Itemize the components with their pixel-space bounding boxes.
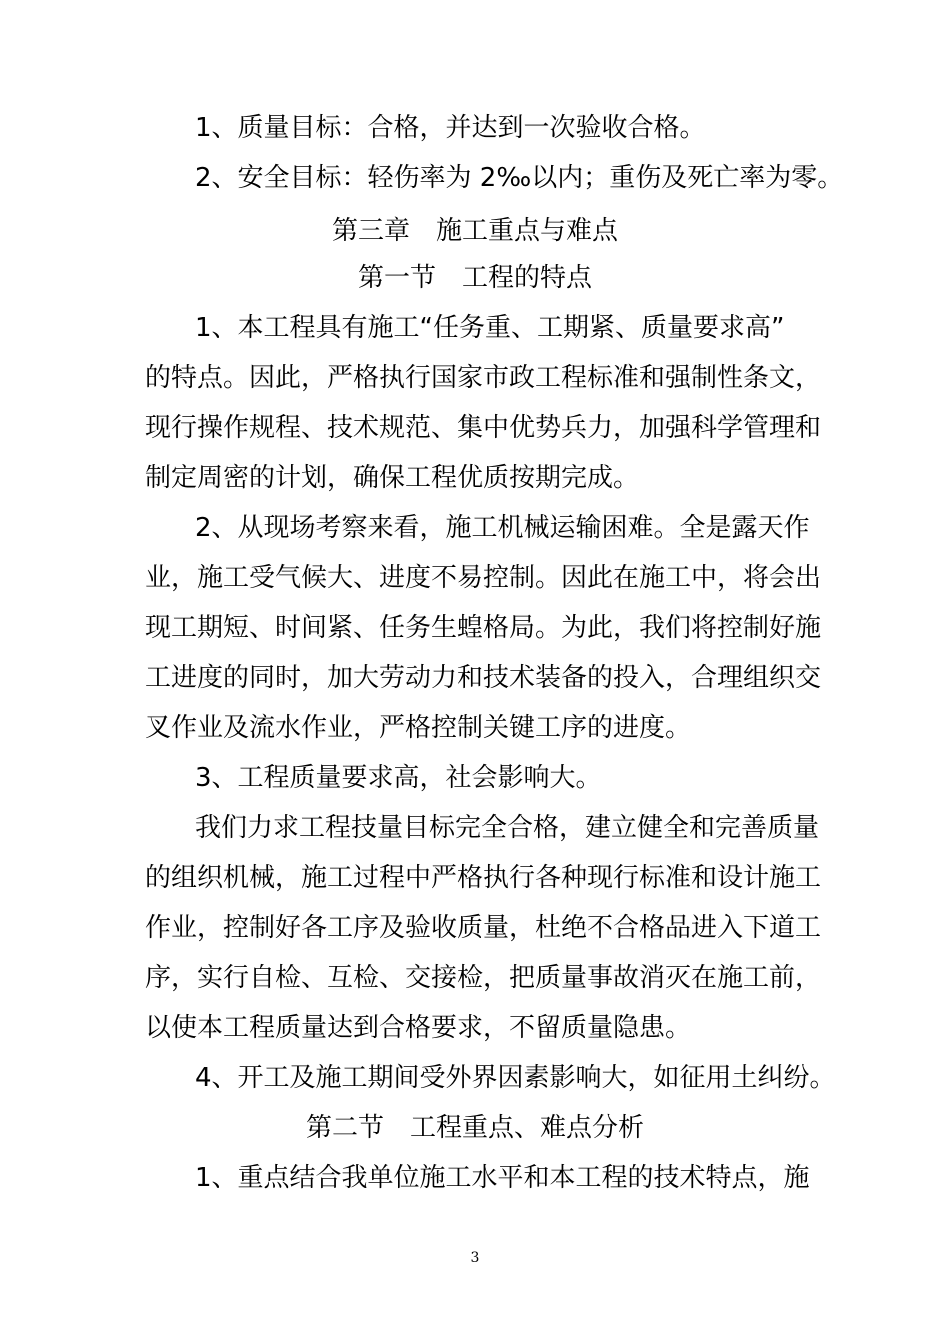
safety-goal-line: 2、安全目标：轻伤率为 2‰以内；重伤及死亡率为零。 (195, 163, 844, 193)
paragraph-line: 制定周密的计划，确保工程优质按期完成。 (145, 463, 640, 493)
paragraph-line: 现工期短、时间紧、任务生蝗格局。为此，我们将控制好施 (145, 613, 822, 643)
paragraph-line: 1、本工程具有施工“任务重、工期紧、质量要求高” (195, 313, 785, 343)
page-number: 3 (470, 1250, 480, 1266)
section-heading-2: 第二节 工程重点、难点分析 (305, 1113, 644, 1143)
paragraph-line: 序，实行自检、互检、交接检，把质量事故消灭在施工前， (145, 963, 822, 993)
paragraph-line: 以使本工程质量达到合格要求，不留质量隐患。 (145, 1013, 692, 1043)
paragraph-line: 现行操作规程、技术规范、集中优势兵力，加强科学管理和 (145, 413, 822, 443)
paragraph-line: 的特点。因此，严格执行国家市政工程标准和强制性条文， (145, 363, 822, 393)
paragraph-line: 作业，控制好各工序及验收质量，杜绝不合格品进入下道工 (145, 913, 822, 943)
paragraph-line: 的组织机械，施工过程中严格执行各种现行标准和设计施工 (145, 863, 822, 893)
paragraph-line: 业，施工受气候大、进度不易控制。因此在施工中，将会出 (145, 563, 822, 593)
quality-goal-line: 1、质量目标：合格，并达到一次验收合格。 (195, 113, 706, 143)
paragraph-line: 我们力求工程技量目标完全合格，建立健全和完善质量 (195, 813, 820, 843)
chapter-heading: 第三章 施工重点与难点 (331, 216, 618, 246)
paragraph-line: 4、开工及施工期间受外界因素影响大，如征用土纠纷。 (195, 1063, 836, 1093)
paragraph-line: 叉作业及流水作业，严格控制关键工序的进度。 (145, 713, 692, 743)
paragraph-line: 1、重点结合我单位施工水平和本工程的技术特点，施 (195, 1163, 810, 1193)
section-heading-1: 第一节 工程的特点 (357, 263, 592, 293)
paragraph-line: 2、从现场考察来看，施工机械运输困难。全是露天作 (195, 513, 810, 543)
paragraph-line: 3、工程质量要求高，社会影响大。 (195, 763, 602, 793)
paragraph-line: 工进度的同时，加大劳动力和技术装备的投入，合理组织交 (145, 663, 822, 693)
